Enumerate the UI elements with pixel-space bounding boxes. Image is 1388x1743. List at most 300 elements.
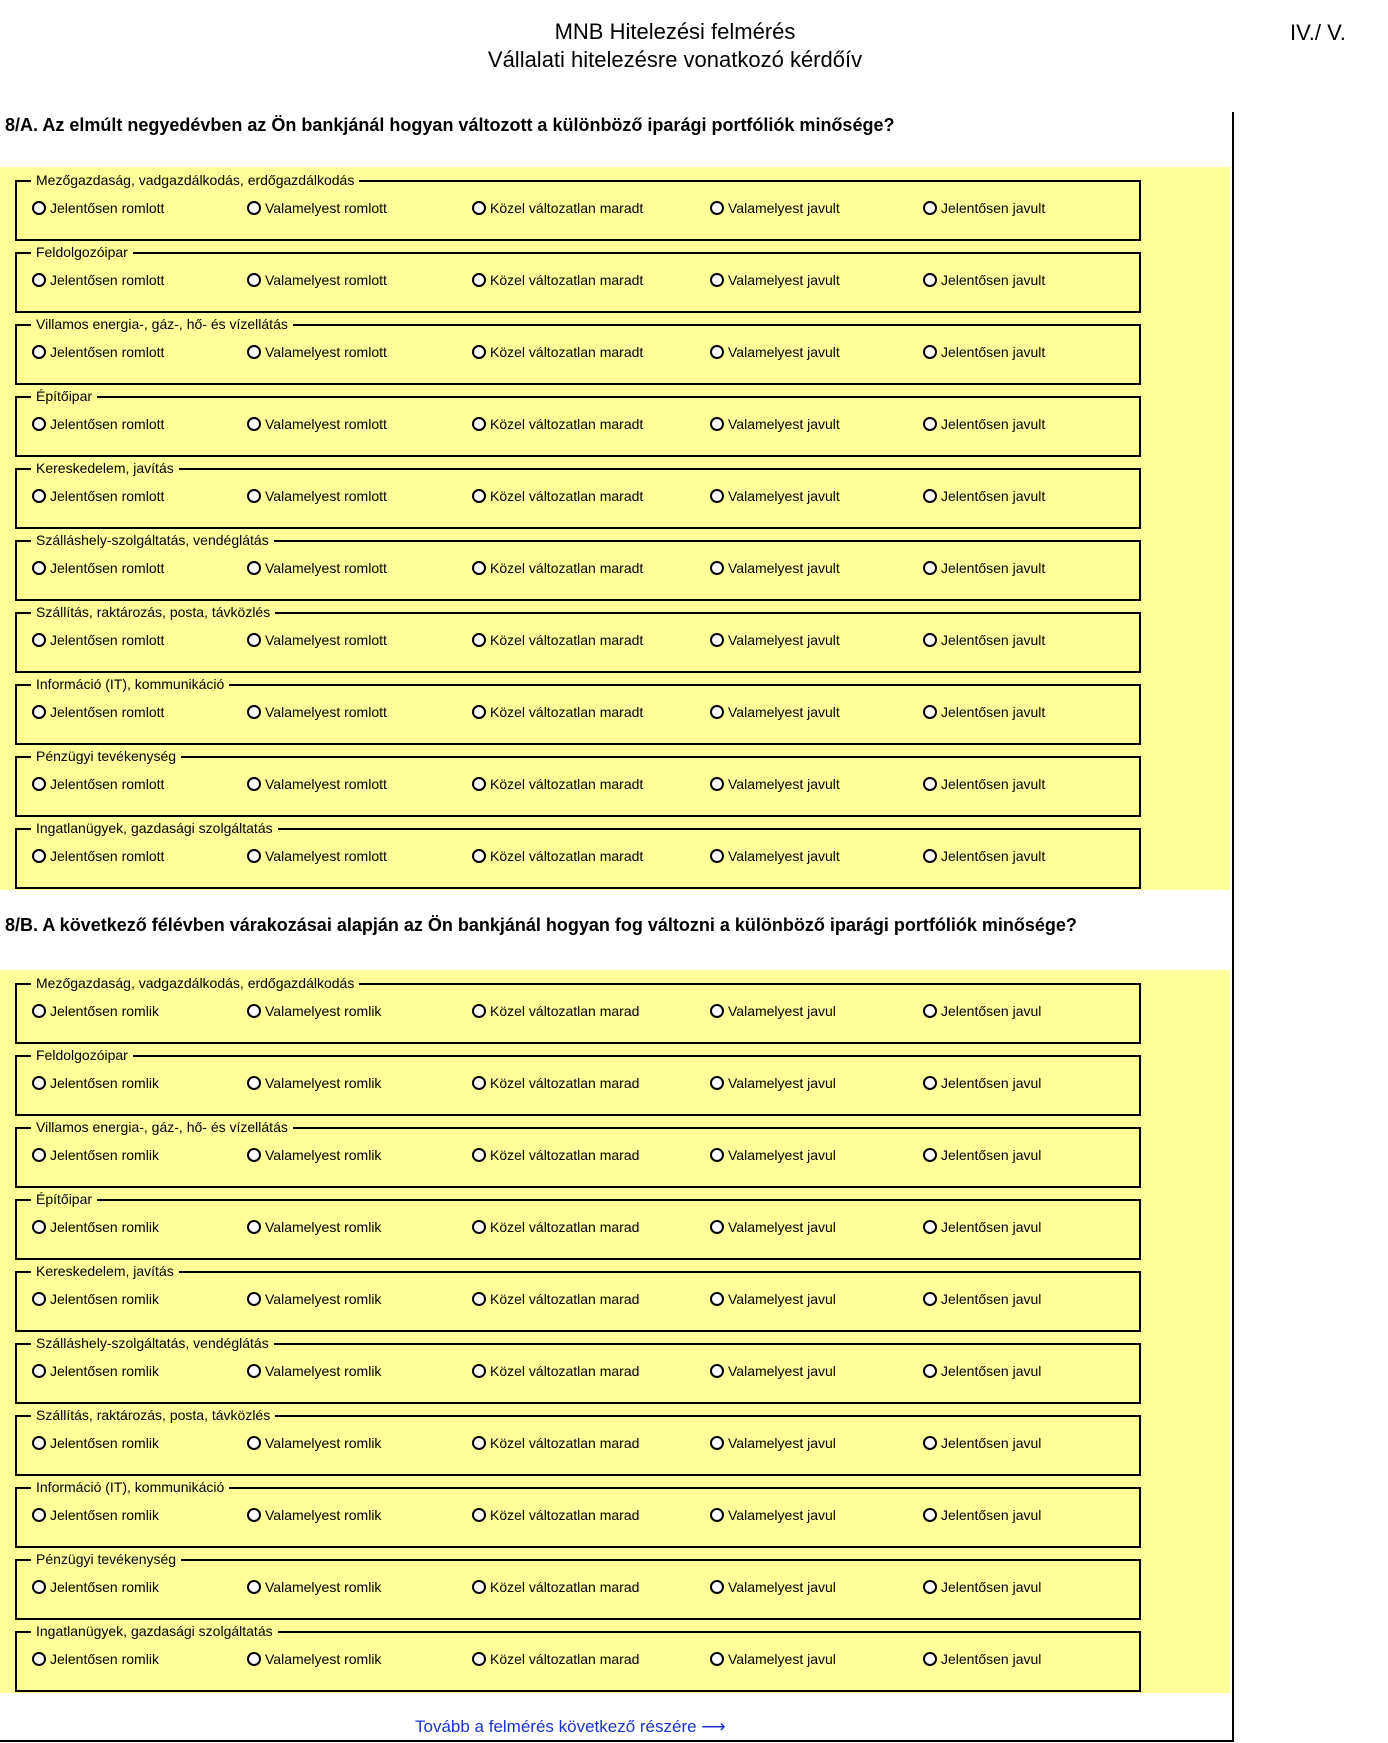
radio-circle-icon[interactable]: [32, 1220, 46, 1234]
option-label: Valamelyest romlott: [265, 632, 387, 648]
q8a-option-radio[interactable]: [32, 630, 164, 650]
sector-label: Szállítás, raktározás, posta, távközlés: [31, 1407, 275, 1423]
sector-label: Villamos energia-, gáz-, hő- és vízellátás: [31, 316, 293, 332]
q8b-option-radio[interactable]: [472, 1073, 639, 1093]
q8a-option-radio[interactable]: [472, 414, 643, 434]
q8a-option-radio[interactable]: [923, 198, 1045, 218]
q8a-option-radio[interactable]: [32, 558, 164, 578]
q8a-option-radio[interactable]: [923, 846, 1045, 866]
q8a-option-radio[interactable]: [32, 198, 164, 218]
option-label: Jelentősen javult: [941, 704, 1046, 720]
q8a-option-radio[interactable]: [710, 558, 840, 578]
q8a-option-radio[interactable]: [710, 774, 840, 794]
option-label: Jelentősen romlik: [50, 1435, 159, 1451]
radio-circle-icon[interactable]: [710, 1652, 724, 1666]
radio-circle-icon[interactable]: [247, 489, 261, 503]
q8b-option-radio[interactable]: [923, 1289, 1041, 1309]
radio-circle-icon[interactable]: [710, 633, 724, 647]
option-label: Közel változatlan marad: [490, 1507, 640, 1523]
q8a-option-radio[interactable]: [247, 558, 387, 578]
sector-label: Ingatlanügyek, gazdasági szolgáltatás: [31, 1623, 278, 1639]
option-label: Valamelyest romlik: [265, 1507, 382, 1523]
radio-circle-icon[interactable]: [472, 273, 486, 287]
radio-circle-icon[interactable]: [247, 849, 261, 863]
radio-circle-icon[interactable]: [710, 489, 724, 503]
q8b-option-radio[interactable]: [710, 1001, 836, 1021]
q8a-option-radio[interactable]: [472, 558, 643, 578]
option-label: Jelentősen javul: [941, 1363, 1042, 1379]
option-label: Jelentősen romlott: [50, 488, 165, 504]
radio-circle-icon[interactable]: [247, 1652, 261, 1666]
option-label: Közel változatlan marad: [490, 1291, 640, 1307]
radio-circle-icon[interactable]: [32, 201, 46, 215]
option-label: Valamelyest javul: [728, 1579, 836, 1595]
radio-circle-icon[interactable]: [923, 1292, 937, 1306]
sector-label: Építőipar: [31, 1191, 97, 1207]
radio-circle-icon[interactable]: [710, 1436, 724, 1450]
q8b-option-radio[interactable]: [247, 1001, 381, 1021]
option-label: Valamelyest javul: [728, 1003, 836, 1019]
radio-circle-icon[interactable]: [923, 1076, 937, 1090]
q8a-option-radio[interactable]: [32, 486, 164, 506]
q8a-option-radio[interactable]: [32, 846, 164, 866]
q8a-option-radio[interactable]: [247, 486, 387, 506]
radio-circle-icon[interactable]: [923, 417, 937, 431]
sector-label: Feldolgozóipar: [31, 1047, 133, 1063]
radio-circle-icon[interactable]: [32, 489, 46, 503]
q8a-option-radio[interactable]: [923, 558, 1045, 578]
radio-circle-icon[interactable]: [247, 1436, 261, 1450]
radio-circle-icon[interactable]: [710, 201, 724, 215]
radio-circle-icon[interactable]: [32, 1508, 46, 1522]
radio-circle-icon[interactable]: [472, 417, 486, 431]
q8b-option-radio[interactable]: [923, 1433, 1041, 1453]
radio-circle-icon[interactable]: [710, 561, 724, 575]
radio-circle-icon[interactable]: [710, 273, 724, 287]
radio-circle-icon[interactable]: [472, 561, 486, 575]
q8a-sector-group: [15, 748, 1141, 817]
option-label: Valamelyest romlott: [265, 560, 387, 576]
q8b-option-radio[interactable]: [923, 1361, 1041, 1381]
radio-circle-icon[interactable]: [247, 1292, 261, 1306]
q8b-option-radio[interactable]: [247, 1289, 381, 1309]
option-label: Közel változatlan marad: [490, 1363, 640, 1379]
q8a-option-radio[interactable]: [472, 774, 643, 794]
q8a-option-radio[interactable]: [32, 414, 164, 434]
sector-label: Szálláshely-szolgáltatás, vendéglátás: [31, 1335, 274, 1351]
radio-circle-icon[interactable]: [923, 1220, 937, 1234]
radio-circle-icon[interactable]: [710, 1292, 724, 1306]
q8b-option-radio[interactable]: [472, 1217, 639, 1237]
radio-circle-icon[interactable]: [247, 561, 261, 575]
radio-circle-icon[interactable]: [472, 1364, 486, 1378]
radio-circle-icon[interactable]: [923, 1580, 937, 1594]
radio-circle-icon[interactable]: [923, 489, 937, 503]
q8a-option-radio[interactable]: [710, 342, 840, 362]
option-label: Jelentősen javult: [941, 272, 1046, 288]
option-label: Jelentősen romlott: [50, 776, 165, 792]
radio-circle-icon[interactable]: [923, 1436, 937, 1450]
q8a-option-radio[interactable]: [247, 270, 387, 290]
radio-circle-icon[interactable]: [472, 1580, 486, 1594]
q8b-option-radio[interactable]: [247, 1433, 381, 1453]
option-label: Jelentősen javult: [941, 488, 1046, 504]
option-label: Jelentősen javul: [941, 1651, 1042, 1667]
q8a-option-radio[interactable]: [247, 774, 387, 794]
radio-circle-icon[interactable]: [32, 561, 46, 575]
q8a-option-radio[interactable]: [247, 702, 387, 722]
radio-circle-icon[interactable]: [472, 345, 486, 359]
option-label: Valamelyest romlott: [265, 272, 387, 288]
option-label: Valamelyest javul: [728, 1363, 836, 1379]
option-label: Jelentősen romlott: [50, 272, 165, 288]
q8a-option-radio[interactable]: [472, 198, 643, 218]
q8a-option-radio[interactable]: [247, 846, 387, 866]
q8a-sector-group: [15, 460, 1141, 529]
question-8a: 8/A. Az elmúlt negyedévben az Ön bankjánál hogyan változott a különböző iparági portfóliók minősége?: [5, 115, 895, 135]
radio-circle-icon[interactable]: [472, 849, 486, 863]
option-label: Valamelyest javult: [728, 416, 840, 432]
radio-circle-icon[interactable]: [923, 777, 937, 791]
radio-circle-icon[interactable]: [923, 1652, 937, 1666]
option-label: Valamelyest romlott: [265, 776, 387, 792]
option-label: Valamelyest romlott: [265, 200, 387, 216]
option-label: Jelentősen romlott: [50, 344, 165, 360]
q8b-option-radio[interactable]: [247, 1217, 381, 1237]
page-number: IV./ V.: [1290, 20, 1346, 45]
radio-circle-icon[interactable]: [472, 705, 486, 719]
q8a-option-radio[interactable]: [923, 270, 1045, 290]
q8a-option-radio[interactable]: [710, 486, 840, 506]
radio-circle-icon[interactable]: [472, 1148, 486, 1162]
q8a-option-radio[interactable]: [247, 342, 387, 362]
q8b-option-radio[interactable]: [923, 1505, 1041, 1525]
radio-circle-icon[interactable]: [923, 1364, 937, 1378]
option-label: Valamelyest javult: [728, 704, 840, 720]
q8b-sector-group: [15, 975, 1141, 1044]
q8a-option-radio[interactable]: [710, 846, 840, 866]
radio-circle-icon[interactable]: [710, 1508, 724, 1522]
q8a-sector-group: [15, 316, 1141, 385]
q8a-option-radio[interactable]: [472, 486, 643, 506]
q8a-option-radio[interactable]: [472, 702, 643, 722]
q8b-option-radio[interactable]: [32, 1289, 159, 1309]
q8a-option-radio[interactable]: [247, 630, 387, 650]
option-label: Közel változatlan maradt: [490, 776, 644, 792]
radio-circle-icon[interactable]: [32, 1436, 46, 1450]
option-label: Jelentősen javult: [941, 416, 1046, 432]
option-label: Jelentősen romlik: [50, 1291, 159, 1307]
option-label: Közel változatlan maradt: [490, 344, 644, 360]
radio-circle-icon[interactable]: [32, 633, 46, 647]
q8a-option-radio[interactable]: [32, 270, 164, 290]
next-section-link[interactable]: Tovább a felmérés következő részére ⟶: [415, 1717, 726, 1736]
radio-circle-icon[interactable]: [710, 849, 724, 863]
q8b-option-radio[interactable]: [923, 1073, 1041, 1093]
radio-circle-icon[interactable]: [247, 633, 261, 647]
option-label: Jelentősen javult: [941, 848, 1046, 864]
q8b-option-radio[interactable]: [710, 1649, 836, 1669]
survey-title-line2: Vállalati hitelezésre vonatkozó kérdőív: [487, 47, 863, 72]
option-label: Közel változatlan maradt: [490, 560, 644, 576]
option-label: Valamelyest javult: [728, 488, 840, 504]
q8a-option-radio[interactable]: [710, 270, 840, 290]
option-label: Közel változatlan marad: [490, 1651, 640, 1667]
q8a-option-radio[interactable]: [923, 486, 1045, 506]
option-label: Valamelyest javul: [728, 1291, 836, 1307]
survey-title-line1: MNB Hitelezési felmérés: [554, 19, 796, 44]
radio-circle-icon[interactable]: [247, 1364, 261, 1378]
q8b-option-radio[interactable]: [923, 1217, 1041, 1237]
option-label: Jelentősen romlik: [50, 1075, 159, 1091]
q8b-option-radio[interactable]: [710, 1361, 836, 1381]
radio-circle-icon[interactable]: [923, 633, 937, 647]
q8b-option-radio[interactable]: [710, 1433, 836, 1453]
radio-circle-icon[interactable]: [32, 1004, 46, 1018]
option-label: Valamelyest javult: [728, 344, 840, 360]
q8b-option-radio[interactable]: [32, 1145, 159, 1165]
option-label: Valamelyest javul: [728, 1507, 836, 1523]
radio-circle-icon[interactable]: [710, 345, 724, 359]
question-8a-panel: [0, 167, 1230, 890]
q8b-option-radio[interactable]: [247, 1577, 381, 1597]
q8a-option-radio[interactable]: [247, 414, 387, 434]
sector-label: Szállítás, raktározás, posta, távközlés: [31, 604, 275, 620]
radio-circle-icon[interactable]: [32, 777, 46, 791]
radio-circle-icon[interactable]: [710, 1148, 724, 1162]
q8b-sector-group: [15, 1551, 1141, 1620]
radio-circle-icon[interactable]: [923, 1508, 937, 1522]
option-label: Valamelyest javult: [728, 776, 840, 792]
q8b-sector-group: [15, 1479, 1141, 1548]
radio-circle-icon[interactable]: [472, 201, 486, 215]
radio-circle-icon[interactable]: [247, 1508, 261, 1522]
q8a-sector-group: [15, 820, 1141, 889]
radio-circle-icon[interactable]: [923, 705, 937, 719]
radio-circle-icon[interactable]: [472, 1292, 486, 1306]
q8b-option-radio[interactable]: [710, 1577, 836, 1597]
radio-circle-icon[interactable]: [32, 1076, 46, 1090]
q8a-sector-group: [15, 604, 1141, 673]
q8b-option-radio[interactable]: [710, 1289, 836, 1309]
option-label: Valamelyest romlik: [265, 1651, 382, 1667]
option-label: Jelentősen romlik: [50, 1651, 159, 1667]
radio-circle-icon[interactable]: [32, 1292, 46, 1306]
radio-circle-icon[interactable]: [247, 705, 261, 719]
radio-circle-icon[interactable]: [472, 1004, 486, 1018]
option-label: Közel változatlan maradt: [490, 200, 644, 216]
radio-circle-icon[interactable]: [32, 1148, 46, 1162]
option-label: Valamelyest javul: [728, 1651, 836, 1667]
radio-circle-icon[interactable]: [923, 1004, 937, 1018]
q8a-sector-group: [15, 676, 1141, 745]
q8a-option-radio[interactable]: [923, 774, 1045, 794]
radio-circle-icon[interactable]: [710, 1580, 724, 1594]
radio-circle-icon[interactable]: [710, 1220, 724, 1234]
radio-circle-icon[interactable]: [32, 849, 46, 863]
q8b-option-radio[interactable]: [472, 1649, 639, 1669]
radio-circle-icon[interactable]: [710, 705, 724, 719]
option-label: Jelentősen romlott: [50, 704, 165, 720]
q8a-option-radio[interactable]: [710, 414, 840, 434]
radio-circle-icon[interactable]: [472, 1652, 486, 1666]
radio-circle-icon[interactable]: [247, 345, 261, 359]
survey-title: [0, 18, 1350, 74]
q8b-option-radio[interactable]: [32, 1217, 159, 1237]
option-label: Jelentősen javul: [941, 1003, 1042, 1019]
option-label: Közel változatlan maradt: [490, 416, 644, 432]
q8a-option-radio[interactable]: [710, 630, 840, 650]
radio-circle-icon[interactable]: [247, 777, 261, 791]
q8b-option-radio[interactable]: [472, 1289, 639, 1309]
q8a-option-radio[interactable]: [923, 630, 1045, 650]
q8a-option-radio[interactable]: [472, 846, 643, 866]
option-label: Jelentősen romlott: [50, 416, 165, 432]
q8b-option-radio[interactable]: [32, 1433, 159, 1453]
q8b-option-radio[interactable]: [247, 1361, 381, 1381]
option-label: Jelentősen romlik: [50, 1507, 159, 1523]
q8b-option-radio[interactable]: [247, 1073, 381, 1093]
question-8b-panel: [0, 970, 1230, 1693]
radio-circle-icon[interactable]: [923, 273, 937, 287]
q8b-option-radio[interactable]: [32, 1001, 159, 1021]
radio-circle-icon[interactable]: [710, 417, 724, 431]
radio-circle-icon[interactable]: [472, 1436, 486, 1450]
radio-circle-icon[interactable]: [32, 1580, 46, 1594]
option-label: Közel változatlan marad: [490, 1075, 640, 1091]
sector-label: Ingatlanügyek, gazdasági szolgáltatás: [31, 820, 278, 836]
q8a-option-radio[interactable]: [923, 414, 1045, 434]
sector-label: Építőipar: [31, 388, 97, 404]
q8a-option-radio[interactable]: [472, 342, 643, 362]
radio-circle-icon[interactable]: [247, 417, 261, 431]
q8a-option-radio[interactable]: [472, 270, 643, 290]
option-label: Közel változatlan maradt: [490, 272, 644, 288]
q8b-option-radio[interactable]: [472, 1361, 639, 1381]
q8b-option-radio[interactable]: [923, 1001, 1041, 1021]
q8a-option-radio[interactable]: [247, 198, 387, 218]
q8b-option-radio[interactable]: [472, 1001, 639, 1021]
q8b-option-radio[interactable]: [710, 1073, 836, 1093]
option-label: Jelentősen javul: [941, 1507, 1042, 1523]
q8b-option-radio[interactable]: [472, 1145, 639, 1165]
radio-circle-icon[interactable]: [923, 561, 937, 575]
radio-circle-icon[interactable]: [32, 1652, 46, 1666]
option-label: Közel változatlan maradt: [490, 848, 644, 864]
q8b-option-radio[interactable]: [32, 1505, 159, 1525]
q8b-sector-group: [15, 1191, 1141, 1260]
radio-circle-icon[interactable]: [32, 345, 46, 359]
q8a-option-radio[interactable]: [710, 198, 840, 218]
q8b-option-radio[interactable]: [247, 1649, 381, 1669]
radio-circle-icon[interactable]: [923, 849, 937, 863]
q8b-option-radio[interactable]: [472, 1433, 639, 1453]
q8b-option-radio[interactable]: [247, 1145, 381, 1165]
q8b-option-radio[interactable]: [472, 1505, 639, 1525]
radio-circle-icon[interactable]: [472, 1076, 486, 1090]
radio-circle-icon[interactable]: [710, 1004, 724, 1018]
radio-circle-icon[interactable]: [247, 273, 261, 287]
radio-circle-icon[interactable]: [472, 633, 486, 647]
option-label: Jelentősen romlik: [50, 1219, 159, 1235]
option-label: Jelentősen romlott: [50, 200, 165, 216]
q8a-option-radio[interactable]: [32, 342, 164, 362]
radio-circle-icon[interactable]: [923, 345, 937, 359]
q8b-option-radio[interactable]: [472, 1577, 639, 1597]
option-label: Jelentősen javult: [941, 344, 1046, 360]
radio-circle-icon[interactable]: [32, 705, 46, 719]
radio-circle-icon[interactable]: [923, 201, 937, 215]
radio-circle-icon[interactable]: [472, 489, 486, 503]
option-label: Valamelyest romlott: [265, 416, 387, 432]
radio-circle-icon[interactable]: [247, 201, 261, 215]
q8a-option-radio[interactable]: [32, 774, 164, 794]
radio-circle-icon[interactable]: [710, 1076, 724, 1090]
q8a-option-radio[interactable]: [710, 702, 840, 722]
sector-label: Információ (IT), kommunikáció: [31, 1479, 229, 1495]
option-label: Valamelyest romlott: [265, 848, 387, 864]
q8b-option-radio[interactable]: [32, 1073, 159, 1093]
q8a-option-radio[interactable]: [923, 342, 1045, 362]
q8a-option-radio[interactable]: [923, 702, 1045, 722]
option-label: Valamelyest romlott: [265, 488, 387, 504]
option-label: Valamelyest javult: [728, 272, 840, 288]
sector-label: Kereskedelem, javítás: [31, 460, 179, 476]
radio-circle-icon[interactable]: [923, 1148, 937, 1162]
radio-circle-icon[interactable]: [32, 417, 46, 431]
sector-label: Villamos energia-, gáz-, hő- és vízellátás: [31, 1119, 293, 1135]
option-label: Közel változatlan maradt: [490, 488, 644, 504]
option-label: Jelentősen romlik: [50, 1003, 159, 1019]
q8a-option-radio[interactable]: [32, 702, 164, 722]
option-label: Jelentősen javult: [941, 632, 1046, 648]
q8b-option-radio[interactable]: [32, 1649, 159, 1669]
radio-circle-icon[interactable]: [710, 1364, 724, 1378]
option-label: Jelentősen javul: [941, 1147, 1042, 1163]
radio-circle-icon[interactable]: [472, 1508, 486, 1522]
q8b-option-radio[interactable]: [32, 1361, 159, 1381]
option-label: Jelentősen romlott: [50, 632, 165, 648]
radio-circle-icon[interactable]: [710, 777, 724, 791]
q8a-option-radio[interactable]: [472, 630, 643, 650]
q8b-option-radio[interactable]: [923, 1577, 1041, 1597]
q8b-option-radio[interactable]: [710, 1217, 836, 1237]
q8b-option-radio[interactable]: [923, 1145, 1041, 1165]
q8b-option-radio[interactable]: [923, 1649, 1041, 1669]
q8b-option-radio[interactable]: [710, 1145, 836, 1165]
radio-circle-icon[interactable]: [247, 1220, 261, 1234]
radio-circle-icon[interactable]: [247, 1004, 261, 1018]
q8b-sector-group: [15, 1119, 1141, 1188]
radio-circle-icon[interactable]: [247, 1148, 261, 1162]
sector-label: Információ (IT), kommunikáció: [31, 676, 229, 692]
radio-circle-icon[interactable]: [32, 273, 46, 287]
option-label: Közel változatlan maradt: [490, 632, 644, 648]
q8b-sector-group: [15, 1047, 1141, 1116]
radio-circle-icon[interactable]: [472, 777, 486, 791]
option-label: Valamelyest javult: [728, 560, 840, 576]
q8b-option-radio[interactable]: [32, 1577, 159, 1597]
option-label: Jelentősen javult: [941, 200, 1046, 216]
q8b-option-radio[interactable]: [247, 1505, 381, 1525]
radio-circle-icon[interactable]: [247, 1076, 261, 1090]
option-label: Valamelyest javult: [728, 632, 840, 648]
radio-circle-icon[interactable]: [247, 1580, 261, 1594]
q8b-option-radio[interactable]: [710, 1505, 836, 1525]
radio-circle-icon[interactable]: [32, 1364, 46, 1378]
option-label: Valamelyest javul: [728, 1435, 836, 1451]
radio-circle-icon[interactable]: [472, 1220, 486, 1234]
